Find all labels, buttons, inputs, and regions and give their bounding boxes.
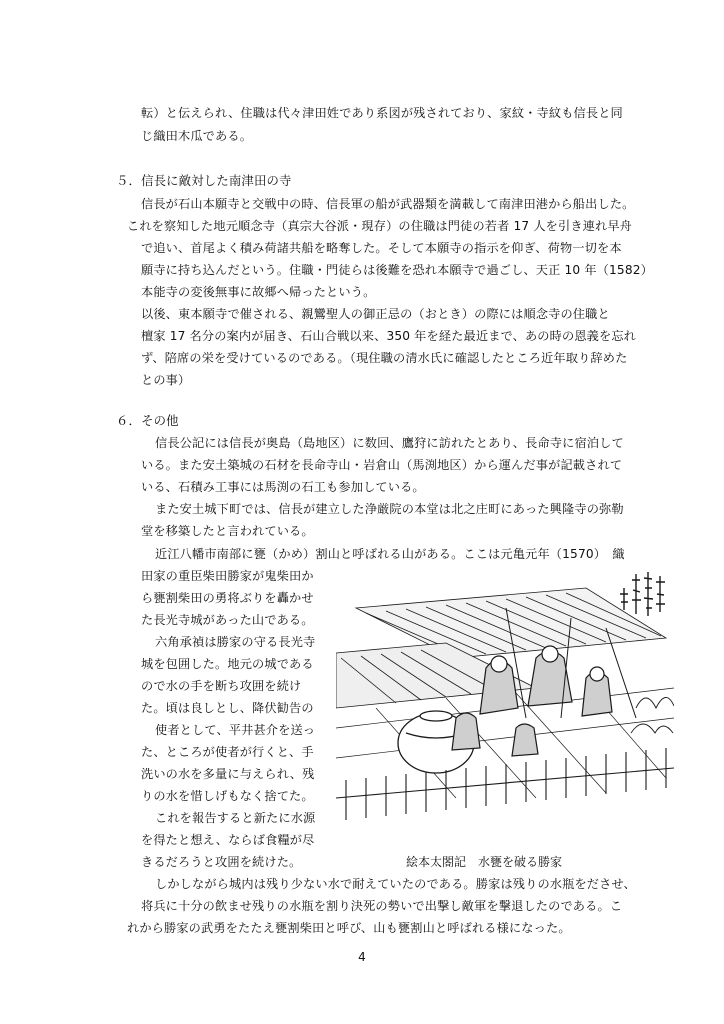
paragraph-line: 檀家 17 名分の案内が届き、石山合戦以来、350 年を経た最近まで、あの時の恩義を忘れ [141, 329, 637, 343]
paragraph-line: た、ところが使者が行くと、手 [141, 745, 314, 759]
paragraph-line: いる、石積み工事には馬渕の石工も参加している。 [141, 480, 425, 494]
page-number: 4 [358, 950, 366, 964]
paragraph-line: 近江八幡市南部に甕（かめ）割山と呼ばれる山がある。ここは元亀元年（1570） 織 [155, 547, 625, 561]
paragraph-line: これを報告すると新たに水源 [155, 811, 316, 825]
section-heading-5: ５．信長に敵対した南津田の寺 [116, 173, 292, 188]
paragraph-line: との事） [141, 373, 191, 387]
paragraph-line: 田家の重臣柴田勝家が鬼柴田か [141, 569, 314, 583]
paragraph-line: りの水を惜しげもなく捨てた。 [141, 789, 314, 803]
woodblock-illustration-icon [336, 568, 674, 820]
paragraph-line: 洗いの水を多量に与えられ、残 [141, 767, 315, 781]
paragraph-line: た。頃は良しとし、降伏勧告の [141, 701, 314, 715]
paragraph-line: ので水の手を断ち攻囲を続け [141, 679, 302, 693]
paragraph-line: じ織田木瓜である。 [141, 129, 253, 143]
paragraph-line: 以後、東本願寺で催される、親鸞聖人の御正忌の（おとき）の際には順念寺の住職と [141, 307, 610, 321]
paragraph-line: ず、陪席の栄を受けているのである。（現住職の清水氏に確認したところ近年取り辞めた [141, 351, 628, 365]
paragraph-line: これを察知した地元順念寺（真宗大谷派・現存）の住職は門徒の若者 17 人を引き連れ早舟 [127, 219, 633, 233]
paragraph-line: また安土城下町では、信長が建立した浄厳院の本堂は北之庄町にあった興隆寺の弥勒 [155, 502, 624, 516]
paragraph-line: 城を包囲した。地元の城である [141, 657, 314, 671]
paragraph-line: 願寺に持ち込んだという。住職・門徒らは後難を恐れ本願寺で過ごし、天正 10 年（1582） [141, 263, 653, 277]
paragraph-line: 転）と伝えられ、住職は代々津田姓であり系図が残されており、家紋・寺紋も信長と同 [141, 106, 623, 120]
paragraph-line: で追い、首尾よく積み荷諸共船を略奪した。そして本願寺の指示を仰ぎ、荷物一切を本 [141, 241, 622, 255]
paragraph-line: ら甕割柴田の勇将ぶりを轟かせ [141, 591, 314, 605]
paragraph-line: を得たと想え、ならば食糧が尽 [141, 833, 315, 847]
paragraph-line: きるだろうと攻囲を続けた。 [141, 855, 302, 869]
paragraph-line: 使者として、平井甚介を送っ [155, 723, 316, 737]
paragraph-line: 将兵に十分の飲ませ残りの水瓶を割り決死の勢いで出撃し敵軍を撃退したのである。こ [141, 899, 623, 913]
paragraph-line: 信長公記には信長が奥島（島地区）に数回、鷹狩に訪れたとあり、長命寺に宿泊して [155, 436, 624, 450]
paragraph-line: れから勝家の武勇をたたえ甕割柴田と呼び、山も甕割山と呼ばれる様になった。 [127, 921, 571, 935]
paragraph-line: しかしながら城内は残り少ない水で耐えていたのである。勝家は残りの水瓶をださせ、 [155, 877, 636, 891]
paragraph-line: 堂を移築したと言われている。 [141, 524, 314, 538]
section-heading-6: ６．その他 [116, 413, 179, 428]
paragraph-line: た長光寺城があった山である。 [141, 613, 314, 627]
figure-caption: 絵本太閤記 水甕を破る勝家 [406, 855, 563, 869]
paragraph-line: 信長が石山本願寺と交戦中の時、信長軍の船が武器類を満載して南津田港から船出した。 [141, 197, 635, 211]
paragraph-line: 六角承禎は勝家の守る長光寺 [155, 635, 316, 649]
paragraph-line: 本能寺の変後無事に故郷へ帰ったという。 [141, 285, 376, 299]
paragraph-line: いる。また安土築城の石材を長命寺山・岩倉山（馬渕地区）から運んだ事が記載されて [141, 458, 623, 472]
